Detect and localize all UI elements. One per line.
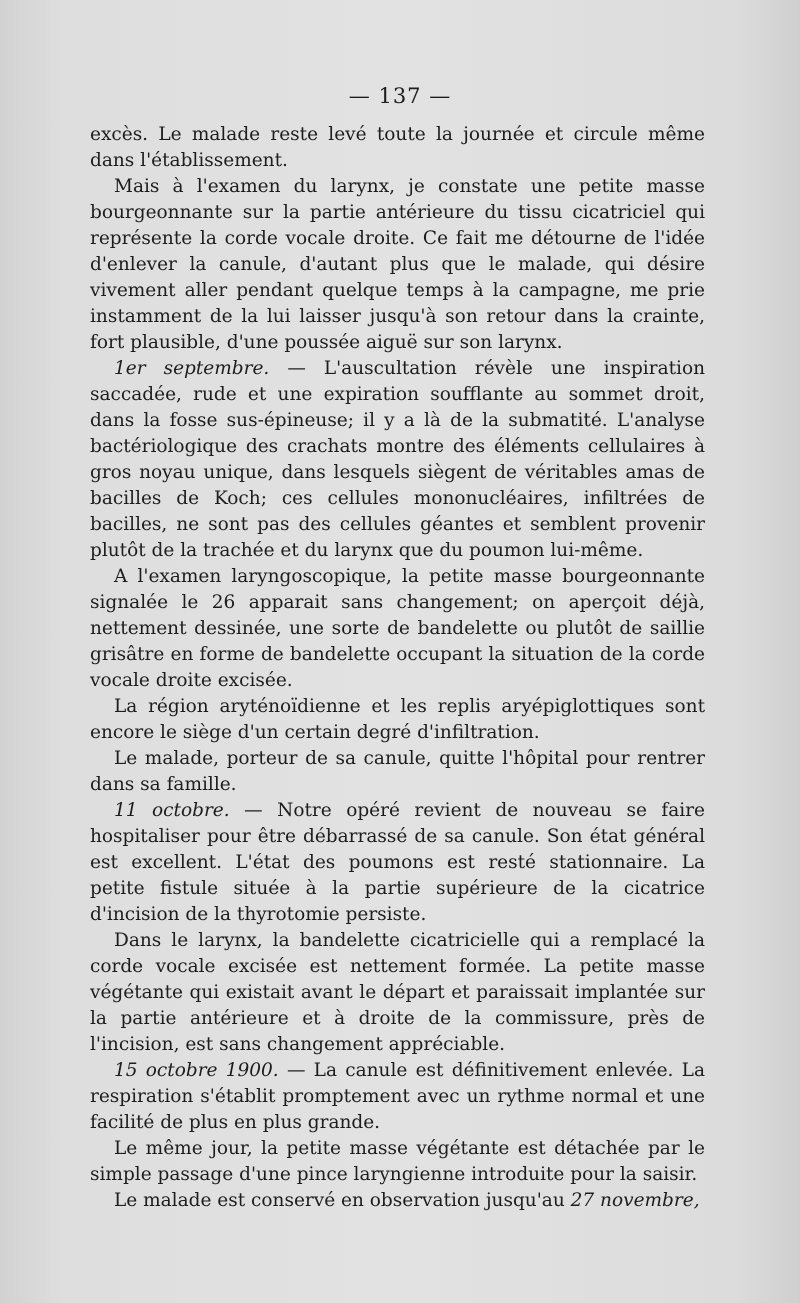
paragraph bbox=[90, 356, 705, 564]
paragraph-text: Le malade, porteur de sa canule, quitte l'hôpital pour rentrer dans sa famille. bbox=[90, 748, 705, 795]
paragraph bbox=[90, 1136, 705, 1188]
paragraph-text: Dans le larynx, la bandelette cicatricielle qui a remplacé la corde vocale excisée est nettement formée. La petite masse végétante qui existait avant le départ et paraissait implantée sur la partie antérieure et à droite de la commissure, près de l'incision, est sans changement appréciable. bbox=[90, 930, 705, 1055]
paragraph bbox=[90, 122, 705, 174]
paragraph-text: La région aryténoïdienne et les replis aryépiglottiques sont encore le siège d'un certain degré d'infiltration. bbox=[90, 696, 705, 743]
paragraph-text: — L'auscultation révèle une inspiration saccadée, rude et une expiration soufflante au sommet droit, dans la fosse sus-épineuse; il y a là de la submatité. L'analyse bactériologique des crachats montre des éléments cellulaires à gros noyau unique, dans lesquels siègent de véritables amas de bacilles de Koch; ces cellules mononucléaires, infiltrées de bacilles, ne sont pas des cellules géantes et semblent provenir plutôt de la trachée et du larynx que du poumon lui-même. bbox=[90, 358, 705, 561]
paragraph bbox=[90, 798, 705, 928]
paragraph-text: excès. Le malade reste levé toute la journée et circule même dans l'établissement. bbox=[90, 124, 705, 171]
paragraph bbox=[90, 928, 705, 1058]
entry-date: 11 octobre. bbox=[114, 800, 230, 821]
paragraph bbox=[90, 174, 705, 356]
paragraph-text: Le malade est conservé en observation jusqu'au bbox=[114, 1190, 571, 1211]
text-body bbox=[90, 122, 705, 1214]
paragraph-text: Mais à l'examen du larynx, je constate une petite masse bourgeonnante sur la partie antérieure du tissu cicatriciel qui représente la corde vocale droite. Ce fait me détourne de l'idée d'enlever la canule, d'autant plus que le malade, qui désire vivement aller pendant quelque temps à la campagne, me prie instamment de la lui laisser jusqu'à son retour dans la crainte, fort plausible, d'une poussée aiguë sur son larynx. bbox=[90, 176, 705, 353]
paragraph bbox=[90, 1188, 705, 1214]
paragraph bbox=[90, 746, 705, 798]
entry-date: 15 octobre 1900. bbox=[114, 1060, 279, 1081]
paragraph-text: A l'examen laryngoscopique, la petite masse bourgeonnante signalée le 26 apparait sans changement; on aperçoit déjà, nettement dessinée, une sorte de bandelette ou plutôt de saillie grisâtre en forme de bandelette occupant la situation de la corde vocale droite excisée. bbox=[90, 566, 705, 691]
paragraph-text: — La canule est définitivement enlevée. La respiration s'établit promptement avec un rythme normal et une facilité de plus en plus grande. bbox=[90, 1060, 705, 1133]
page-number: — 137 — bbox=[348, 84, 452, 108]
paragraph-text: Le même jour, la petite masse végétante est détachée par le simple passage d'une pince laryngienne introduite pour la saisir. bbox=[90, 1138, 705, 1185]
paragraph bbox=[90, 1058, 705, 1136]
paragraph bbox=[90, 564, 705, 694]
entry-date: 1er septembre. bbox=[114, 358, 270, 379]
paragraph bbox=[90, 694, 705, 746]
entry-date: 27 novembre, bbox=[570, 1190, 700, 1211]
paragraph-text: — Notre opéré revient de nouveau se faire hospitaliser pour être débarrassé de sa canule. Son état général est excellent. L'état des poumons est resté stationnaire. La petite fistule située à la partie supérieure de la cicatrice d'incision de la thyrotomie persiste. bbox=[90, 800, 706, 925]
